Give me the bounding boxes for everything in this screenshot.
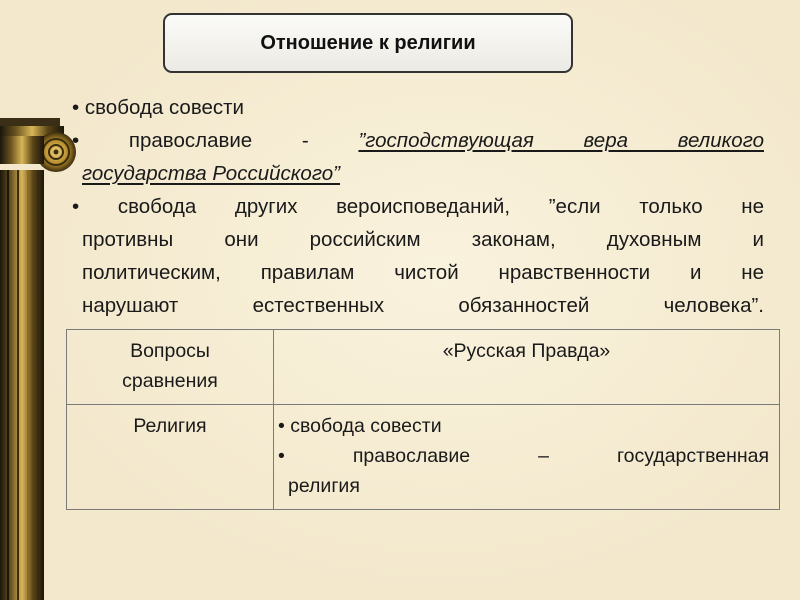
bullet-quote-cont: государства Российского” — [82, 162, 340, 185]
bullet-marker: • — [72, 129, 80, 152]
cell-item-text-cont: религия — [288, 475, 360, 497]
list-item — [72, 124, 764, 190]
cell-item — [278, 441, 769, 471]
header-cell-questions — [67, 330, 274, 405]
list-item — [72, 91, 764, 124]
comparison-table — [66, 329, 780, 510]
table-row — [67, 405, 780, 510]
table-header-row — [67, 330, 780, 405]
row-content — [274, 405, 780, 510]
header-text: Вопросы — [130, 340, 210, 362]
slide-title: Отношение к религии — [260, 31, 476, 54]
bullet-text-line: политическим, правилам чистой нравственности и не — [82, 261, 764, 284]
bullet-text-line: противны они российским законам, духовным и — [82, 228, 764, 251]
bullet-marker: • — [278, 445, 285, 467]
slide-title-box — [163, 13, 573, 73]
bullet-quote: ”господствующая вера великого — [358, 129, 764, 152]
bullet-list — [72, 91, 764, 322]
bullet-text: свобода других вероисповеданий, ”если только не — [117, 195, 764, 218]
bullet-marker: • — [278, 415, 285, 437]
cell-item-text: православие – государственная — [352, 445, 770, 467]
header-cell-russkaya-pravda: «Русская Правда» — [274, 330, 780, 405]
row-label-religion: Религия — [67, 405, 274, 510]
bullet-text: православие - — [128, 129, 359, 152]
bullet-text-line: нарушают естественных обязанностей человека”. — [82, 294, 764, 317]
cell-item-text: свобода совести — [290, 415, 442, 437]
header-text: сравнения — [122, 370, 218, 392]
bullet-text: свобода совести — [84, 96, 244, 119]
list-item — [72, 190, 764, 322]
bullet-marker: • — [72, 195, 80, 218]
bullet-marker: • — [72, 96, 80, 119]
cell-item — [278, 411, 769, 441]
